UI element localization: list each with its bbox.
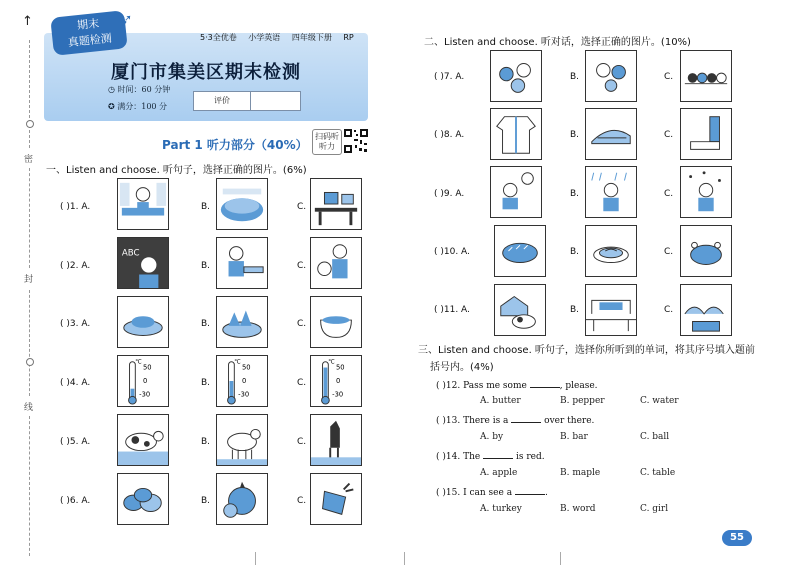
q10-option-a-image[interactable] xyxy=(494,225,546,277)
q6-option-b-image[interactable] xyxy=(216,473,268,525)
svg-text:℃: ℃ xyxy=(234,359,241,366)
q5-option-b-label: B. xyxy=(201,437,211,447)
q15-choice-b: B. word xyxy=(560,504,596,514)
svg-text:0: 0 xyxy=(336,376,341,385)
question-1-label: ( )1. A. xyxy=(60,202,91,212)
q2-option-c-image[interactable] xyxy=(310,237,362,289)
grade-name: 四年级下册 xyxy=(291,33,332,42)
series-name: 5·3全优卷 xyxy=(200,33,237,42)
q11-option-c-image[interactable] xyxy=(680,284,732,336)
svg-text:℃: ℃ xyxy=(135,359,142,366)
q8-option-b-image[interactable] xyxy=(585,108,637,160)
page-divider-tick xyxy=(404,552,405,565)
q6-option-b-label: B. xyxy=(201,496,211,506)
question-9-label: ( )9. A. xyxy=(434,189,465,199)
evaluation-box xyxy=(193,91,301,111)
q11-option-b-label: B. xyxy=(570,305,580,315)
q7-option-b-label: B. xyxy=(570,72,580,82)
q10-option-b-label: B. xyxy=(570,247,580,257)
q3-option-b-label: B. xyxy=(201,319,211,329)
q2-option-c-label: C. xyxy=(297,261,307,271)
svg-text:-30: -30 xyxy=(238,390,250,399)
q3-option-b-image[interactable] xyxy=(216,296,268,348)
right-page xyxy=(400,0,800,565)
svg-text:0: 0 xyxy=(242,376,247,385)
q10-option-c-image[interactable] xyxy=(680,225,732,277)
q5-option-c-image[interactable] xyxy=(310,414,362,466)
q15-choice-a: A. turkey xyxy=(480,504,522,514)
q4-option-b-image[interactable] xyxy=(216,355,268,407)
time-label: 时间：60 分钟 xyxy=(117,85,171,94)
qr-code-icon[interactable] xyxy=(343,128,369,154)
q1-option-c-label: C. xyxy=(297,202,307,212)
full-score-label: 满分：100 分 xyxy=(117,102,168,111)
question-15-blank[interactable] xyxy=(515,486,545,495)
svg-text:-30: -30 xyxy=(332,390,344,399)
q6-option-a-image[interactable] xyxy=(117,473,169,525)
q4-option-c-label: C. xyxy=(297,378,307,388)
section3-title-line1: 三、Listen and choose. 听句子，选择你所听到的单词，将其序号填入题前 xyxy=(418,345,755,356)
badge-line2: 真题检测 xyxy=(67,31,113,50)
q12-choice-a: A. butter xyxy=(480,396,521,406)
svg-text:℃: ℃ xyxy=(328,359,335,366)
q3-option-c-label: C. xyxy=(297,319,307,329)
q4-option-b-label: B. xyxy=(201,378,211,388)
question-13-blank[interactable] xyxy=(511,414,541,423)
q6-option-c-image[interactable] xyxy=(310,473,362,525)
q7-option-a-image[interactable] xyxy=(490,50,542,102)
question-11-label: ( )11. A. xyxy=(434,305,470,315)
binding-feng-text: 封 xyxy=(24,275,34,285)
section3-title-line2: 括号内。(4%) xyxy=(430,362,494,373)
question-13-pre: There is a xyxy=(463,416,509,426)
q13-choice-c: C. ball xyxy=(640,432,670,442)
q8-option-c-image[interactable] xyxy=(680,108,732,160)
q2-option-b-image[interactable] xyxy=(216,237,268,289)
question-12-num: ( )12. xyxy=(436,381,461,391)
q9-option-b-label: B. xyxy=(570,189,580,199)
question-14-sentence xyxy=(436,450,545,462)
q9-option-c-label: C. xyxy=(664,189,674,199)
question-14-post: is red. xyxy=(515,452,545,462)
clock-icon: ◷ xyxy=(108,85,115,94)
q14-choice-c: C. table xyxy=(640,468,676,478)
q14-choice-b: B. maple xyxy=(560,468,601,478)
q14-choice-a: A. apple xyxy=(480,468,518,478)
section2-title: 二、Listen and choose. 听对话，选择正确的图片。(10%) xyxy=(424,37,691,48)
binding-hole xyxy=(26,358,34,366)
q1-option-b-label: B. xyxy=(201,202,211,212)
q8-option-c-label: C. xyxy=(664,130,674,140)
page-number: 55 xyxy=(722,530,752,546)
question-12-post: , please. xyxy=(559,381,598,391)
svg-text:0: 0 xyxy=(143,376,148,385)
question-4-label: ( )4. A. xyxy=(60,378,91,388)
section1-title: 一、Listen and choose. 听句子，选择正确的图片。(6%) xyxy=(46,165,307,176)
question-15-sentence xyxy=(436,486,548,498)
binding-arrow-icon: ↑ xyxy=(22,14,33,29)
q10-option-b-image[interactable] xyxy=(585,225,637,277)
q4-option-c-image[interactable] xyxy=(310,355,362,407)
q9-option-c-image[interactable] xyxy=(680,166,732,218)
time-info xyxy=(108,84,170,95)
q1-option-c-image[interactable] xyxy=(310,178,362,230)
q5-option-b-image[interactable] xyxy=(216,414,268,466)
question-13-post: over there. xyxy=(544,416,595,426)
star-icon: ✪ xyxy=(108,102,115,111)
svg-text:50: 50 xyxy=(143,363,152,372)
question-15-post: . xyxy=(544,488,548,498)
q7-option-c-label: C. xyxy=(664,72,674,82)
q11-option-a-image[interactable] xyxy=(494,284,546,336)
question-2-label: ( )2. A. xyxy=(60,261,91,271)
q13-choice-b: B. bar xyxy=(560,432,588,442)
question-6-label: ( )6. A. xyxy=(60,496,91,506)
evaluation-label: 评价 xyxy=(194,92,251,110)
question-14-pre: The xyxy=(463,452,481,462)
q12-choice-b: B. pepper xyxy=(560,396,605,406)
badge-line1: 期末 xyxy=(76,16,100,33)
blackboard-abc-text: ABC xyxy=(121,248,140,259)
q12-choice-c: C. water xyxy=(640,396,679,406)
question-12-pre: Pass me some xyxy=(463,381,527,391)
q3-option-c-image[interactable] xyxy=(310,296,362,348)
q4-option-a-image[interactable] xyxy=(117,355,169,407)
q9-option-a-image[interactable] xyxy=(490,166,542,218)
q1-option-a-image[interactable] xyxy=(117,178,169,230)
scan-label: 扫码听听力 xyxy=(312,129,342,155)
rocket-icon: ➶ xyxy=(118,10,134,31)
score-info xyxy=(108,101,167,112)
svg-text:50: 50 xyxy=(336,363,345,372)
q5-option-c-label: C. xyxy=(297,437,307,447)
q7-option-b-image[interactable] xyxy=(585,50,637,102)
subject-name: 小学英语 xyxy=(248,33,281,42)
exam-title: 厦门市集美区期末检测 xyxy=(111,62,301,83)
question-13-sentence xyxy=(436,414,594,426)
exam-badge xyxy=(50,10,128,56)
binding-margin xyxy=(2,0,36,565)
q9-option-b-image[interactable] xyxy=(585,166,637,218)
question-3-label: ( )3. A. xyxy=(60,319,91,329)
question-14-num: ( )14. xyxy=(436,452,461,462)
svg-text:-30: -30 xyxy=(139,390,151,399)
q11-option-b-image[interactable] xyxy=(585,284,637,336)
question-12-sentence xyxy=(436,379,598,391)
q6-option-c-label: C. xyxy=(297,496,307,506)
q1-option-b-image[interactable] xyxy=(216,178,268,230)
edition-name: RP xyxy=(343,33,354,42)
question-13-num: ( )13. xyxy=(436,416,461,426)
question-14-blank[interactable] xyxy=(483,450,513,459)
q8-option-a-image[interactable] xyxy=(490,108,542,160)
binding-xian-text: 线 xyxy=(24,403,34,413)
binding-hole xyxy=(26,120,34,128)
page-divider-tick xyxy=(560,552,561,565)
binding-mi-text: 密 xyxy=(24,155,34,165)
q5-option-a-image[interactable] xyxy=(117,414,169,466)
svg-text:50: 50 xyxy=(242,363,251,372)
question-15-pre: I can see a xyxy=(463,488,513,498)
question-5-label: ( )5. A. xyxy=(60,437,91,447)
q8-option-b-label: B. xyxy=(570,130,580,140)
question-7-label: ( )7. A. xyxy=(434,72,465,82)
q2-option-a-image[interactable] xyxy=(117,237,169,289)
book-meta xyxy=(200,32,363,43)
q3-option-a-image[interactable] xyxy=(117,296,169,348)
question-15-num: ( )15. xyxy=(436,488,461,498)
q10-option-c-label: C. xyxy=(664,247,674,257)
question-10-label: ( )10. A. xyxy=(434,247,470,257)
q11-option-c-label: C. xyxy=(664,305,674,315)
question-8-label: ( )8. A. xyxy=(434,130,465,140)
q15-choice-c: C. girl xyxy=(640,504,669,514)
page-divider-tick xyxy=(255,552,256,565)
question-12-blank[interactable] xyxy=(530,379,560,388)
q13-choice-a: A. by xyxy=(480,432,504,442)
q2-option-b-label: B. xyxy=(201,261,211,271)
q7-option-c-image[interactable] xyxy=(680,50,732,102)
part1-title: Part 1 听力部分（40%） xyxy=(162,138,308,152)
